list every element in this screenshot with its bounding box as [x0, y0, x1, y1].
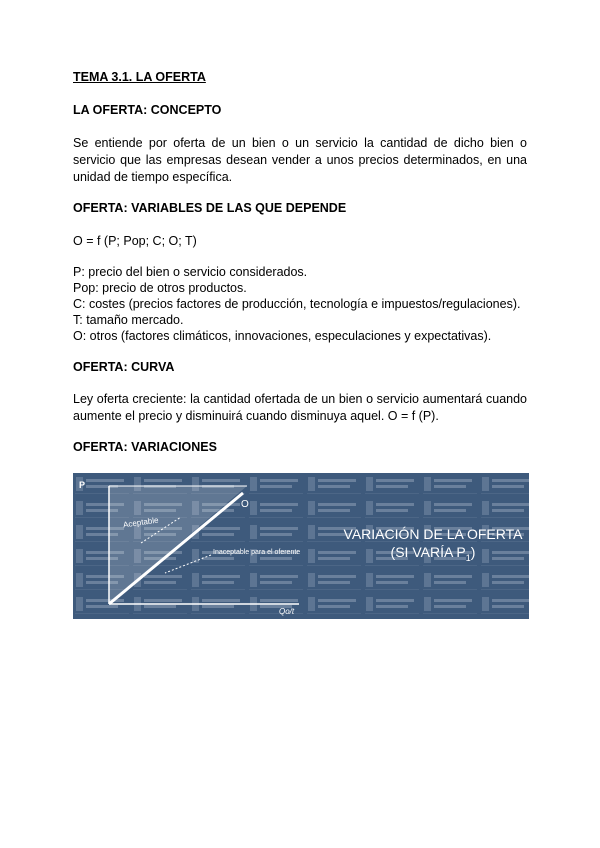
supply-formula: O = f (P; Pop; C; O; T) [73, 234, 197, 248]
section-heading-curva: OFERTA: CURVA [73, 360, 175, 374]
price-axis-label: P [79, 480, 86, 490]
page-title: TEMA 3.1. LA OFERTA [73, 70, 206, 84]
supply-curve-label: O [241, 499, 249, 510]
variable-line-c: C: costes (precios factores de producción, tecnología e impuestos/regulaciones). [73, 297, 521, 311]
acceptable-label: Aceptable [122, 515, 160, 530]
variable-line-pop: Pop: precio de otros productos. [73, 281, 247, 295]
variable-line-p: P: precio del bien o servicio considerados. [73, 265, 308, 279]
variation-title-suffix: ) [470, 544, 476, 560]
curva-paragraph: Ley oferta creciente: la cantidad ofertada de un bien o servicio aumentará cuando aumente el precio y disminuirá cuando disminuya aquel. O = f (P). [73, 392, 527, 423]
supply-variation-figure [73, 473, 529, 619]
variation-title-prefix: (SI VARÍA P [390, 544, 466, 560]
variation-title-line1: VARIACIÓN DE LA OFERTA [343, 526, 523, 542]
variable-line-o: O: otros (factores climáticos, innovaciones, especulaciones y expectativas). [73, 329, 492, 343]
variation-title [333, 525, 529, 567]
concepto-paragraph: Se entiende por oferta de un bien o un servicio la cantidad de dicho bien o servicio que las empresas desean vender a unos precios determinados, en una unidad de tiempo específica. [73, 136, 527, 184]
section-heading-variables: OFERTA: VARIABLES DE LAS QUE DEPENDE [73, 201, 347, 215]
variable-line-t: T: tamaño mercado. [73, 313, 184, 327]
section-heading-variaciones: OFERTA: VARIACIONES [73, 440, 217, 454]
quantity-axis-label: Qo/t [279, 607, 295, 616]
section-heading-concepto: LA OFERTA: CONCEPTO [73, 103, 222, 117]
variation-title-subscript: 1 [465, 552, 471, 563]
inacceptable-label: Inaceptable para el oferente [213, 549, 301, 556]
variation-title-line2 [333, 543, 529, 567]
